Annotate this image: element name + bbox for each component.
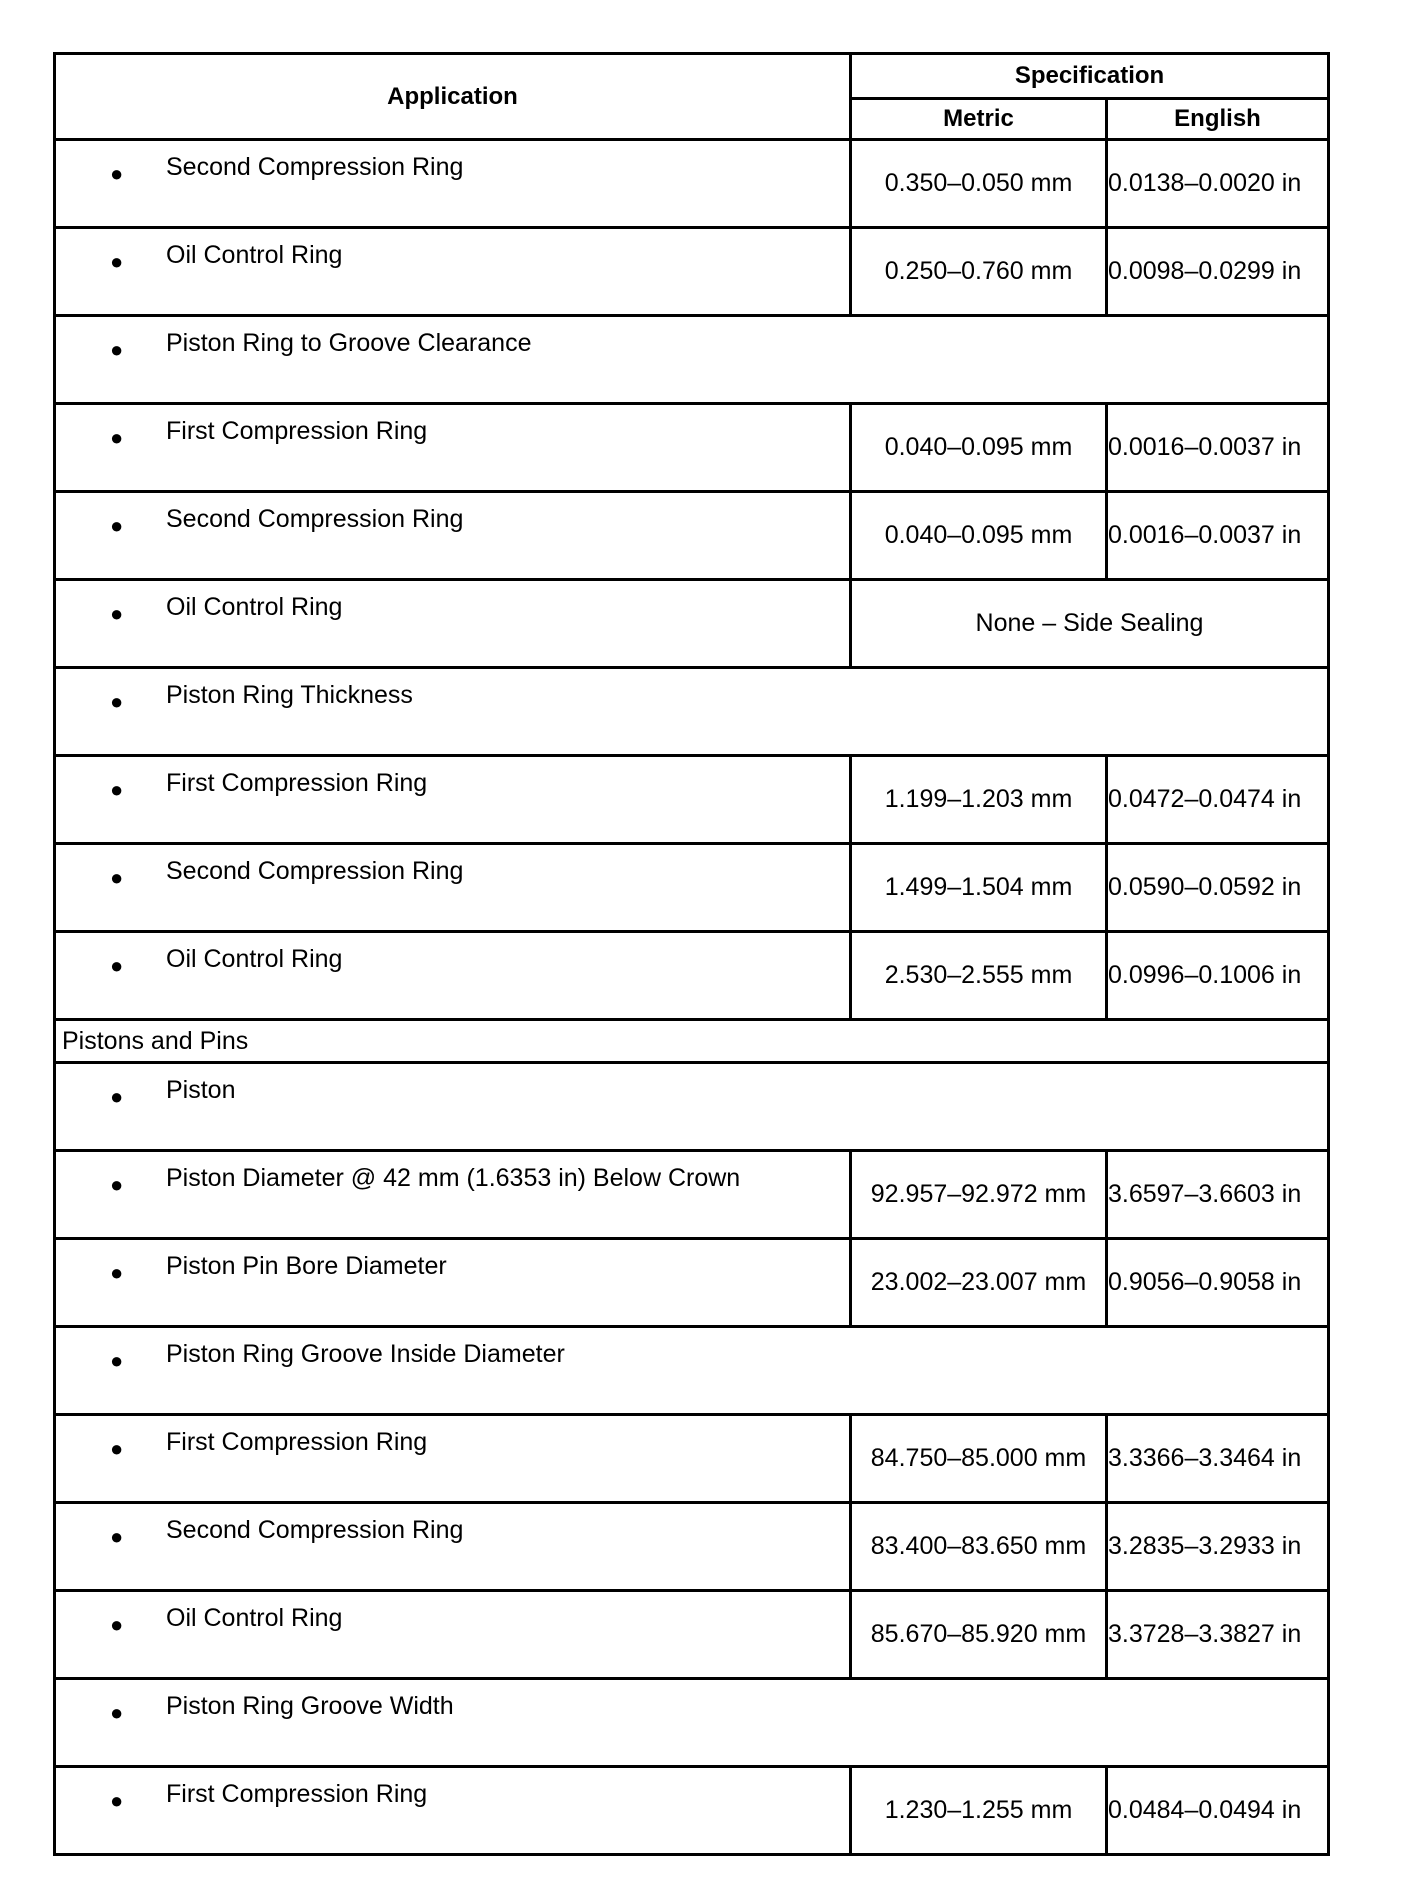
application-cell bbox=[55, 1415, 851, 1503]
application-cell bbox=[55, 1063, 1329, 1151]
application-label: Second Compression Ring bbox=[166, 1516, 464, 1544]
table-row bbox=[55, 844, 1329, 932]
table-body bbox=[55, 140, 1329, 1855]
table-row bbox=[55, 228, 1329, 316]
english-value: 0.0590–0.0592 in bbox=[1107, 844, 1329, 932]
application-label: Second Compression Ring bbox=[166, 857, 464, 885]
bullet-icon: ● bbox=[110, 601, 124, 626]
metric-value: 1.230–1.255 mm bbox=[851, 1767, 1107, 1855]
table-row bbox=[55, 1503, 1329, 1591]
table-row bbox=[55, 1327, 1329, 1415]
english-value: 0.0016–0.0037 in bbox=[1107, 492, 1329, 580]
application-cell bbox=[55, 844, 851, 932]
english-header: English bbox=[1107, 99, 1329, 140]
english-value: 0.0098–0.0299 in bbox=[1107, 228, 1329, 316]
application-cell bbox=[55, 1239, 851, 1327]
bullet-icon: ● bbox=[110, 1436, 124, 1461]
metric-value: 83.400–83.650 mm bbox=[851, 1503, 1107, 1591]
application-cell bbox=[55, 492, 851, 580]
english-value: 3.3728–3.3827 in bbox=[1107, 1591, 1329, 1679]
metric-header: Metric bbox=[851, 99, 1107, 140]
table-row bbox=[55, 1415, 1329, 1503]
application-label: Piston Ring Groove Width bbox=[166, 1692, 454, 1720]
bullet-icon: ● bbox=[110, 1084, 124, 1109]
english-value: 0.0138–0.0020 in bbox=[1107, 140, 1329, 228]
application-label: Piston bbox=[166, 1076, 236, 1104]
application-cell bbox=[55, 316, 1329, 404]
application-cell bbox=[55, 668, 1329, 756]
application-label: First Compression Ring bbox=[166, 1780, 428, 1808]
application-header: Application bbox=[55, 54, 851, 140]
bullet-icon: ● bbox=[110, 1172, 124, 1197]
table-row bbox=[55, 1151, 1329, 1239]
application-cell bbox=[55, 1591, 851, 1679]
application-label: Piston Ring Thickness bbox=[166, 681, 413, 709]
bullet-icon: ● bbox=[110, 1348, 124, 1373]
table-row bbox=[55, 140, 1329, 228]
application-cell bbox=[55, 932, 851, 1020]
application-label: Piston Pin Bore Diameter bbox=[166, 1252, 447, 1280]
application-cell bbox=[55, 1503, 851, 1591]
english-value: 0.0484–0.0494 in bbox=[1107, 1767, 1329, 1855]
table-row bbox=[55, 668, 1329, 756]
bullet-icon: ● bbox=[110, 777, 124, 802]
application-cell bbox=[55, 1679, 1329, 1767]
metric-value: 23.002–23.007 mm bbox=[851, 1239, 1107, 1327]
bullet-icon: ● bbox=[110, 865, 124, 890]
application-cell bbox=[55, 404, 851, 492]
metric-value: 0.350–0.050 mm bbox=[851, 140, 1107, 228]
bullet-icon: ● bbox=[110, 1524, 124, 1549]
metric-value: 0.040–0.095 mm bbox=[851, 492, 1107, 580]
table-row bbox=[55, 1239, 1329, 1327]
metric-value: 1.499–1.504 mm bbox=[851, 844, 1107, 932]
application-label: First Compression Ring bbox=[166, 417, 428, 445]
bullet-icon: ● bbox=[110, 953, 124, 978]
application-label: Oil Control Ring bbox=[166, 593, 343, 621]
specification-table bbox=[53, 52, 1330, 1856]
english-value: 0.0016–0.0037 in bbox=[1107, 404, 1329, 492]
bullet-icon: ● bbox=[110, 513, 124, 538]
application-label: Piston Diameter @ 42 mm (1.6353 in) Below Crown bbox=[166, 1164, 741, 1192]
bullet-icon: ● bbox=[110, 1260, 124, 1285]
section-row bbox=[55, 1020, 1329, 1063]
application-cell bbox=[55, 140, 851, 228]
application-label: First Compression Ring bbox=[166, 769, 428, 797]
application-cell bbox=[55, 1767, 851, 1855]
application-label: Piston Ring to Groove Clearance bbox=[166, 329, 532, 357]
table-row bbox=[55, 1767, 1329, 1855]
application-label: First Compression Ring bbox=[166, 1428, 428, 1456]
bullet-icon: ● bbox=[110, 161, 124, 186]
metric-value: 2.530–2.555 mm bbox=[851, 932, 1107, 1020]
section-label: Pistons and Pins bbox=[55, 1020, 1329, 1063]
application-label: Oil Control Ring bbox=[166, 241, 343, 269]
metric-value: 92.957–92.972 mm bbox=[851, 1151, 1107, 1239]
english-value: 0.9056–0.9058 in bbox=[1107, 1239, 1329, 1327]
application-label: Oil Control Ring bbox=[166, 945, 343, 973]
bullet-icon: ● bbox=[110, 1612, 124, 1637]
table-row bbox=[55, 1063, 1329, 1151]
table-row bbox=[55, 492, 1329, 580]
specification-header: Specification bbox=[851, 54, 1329, 99]
table-row bbox=[55, 756, 1329, 844]
application-cell bbox=[55, 580, 851, 668]
application-label: Oil Control Ring bbox=[166, 1604, 343, 1632]
table-row bbox=[55, 404, 1329, 492]
application-cell bbox=[55, 1151, 851, 1239]
bullet-icon: ● bbox=[110, 1700, 124, 1725]
metric-value: 85.670–85.920 mm bbox=[851, 1591, 1107, 1679]
metric-value: 0.040–0.095 mm bbox=[851, 404, 1107, 492]
application-label: Piston Ring Groove Inside Diameter bbox=[166, 1340, 565, 1368]
bullet-icon: ● bbox=[110, 1788, 124, 1813]
metric-value: 0.250–0.760 mm bbox=[851, 228, 1107, 316]
table-row bbox=[55, 932, 1329, 1020]
application-label: Second Compression Ring bbox=[166, 505, 464, 533]
table-row bbox=[55, 316, 1329, 404]
application-cell bbox=[55, 756, 851, 844]
specification-value: None – Side Sealing bbox=[851, 580, 1329, 668]
application-label: Second Compression Ring bbox=[166, 153, 464, 181]
table-row bbox=[55, 1679, 1329, 1767]
bullet-icon: ● bbox=[110, 689, 124, 714]
application-cell bbox=[55, 228, 851, 316]
application-cell bbox=[55, 1327, 1329, 1415]
english-value: 0.0996–0.1006 in bbox=[1107, 932, 1329, 1020]
english-value: 0.0472–0.0474 in bbox=[1107, 756, 1329, 844]
table-row bbox=[55, 580, 1329, 668]
bullet-icon: ● bbox=[110, 249, 124, 274]
metric-value: 1.199–1.203 mm bbox=[851, 756, 1107, 844]
english-value: 3.6597–3.6603 in bbox=[1107, 1151, 1329, 1239]
bullet-icon: ● bbox=[110, 425, 124, 450]
table-row bbox=[55, 1591, 1329, 1679]
english-value: 3.3366–3.3464 in bbox=[1107, 1415, 1329, 1503]
english-value: 3.2835–3.2933 in bbox=[1107, 1503, 1329, 1591]
bullet-icon: ● bbox=[110, 337, 124, 362]
metric-value: 84.750–85.000 mm bbox=[851, 1415, 1107, 1503]
